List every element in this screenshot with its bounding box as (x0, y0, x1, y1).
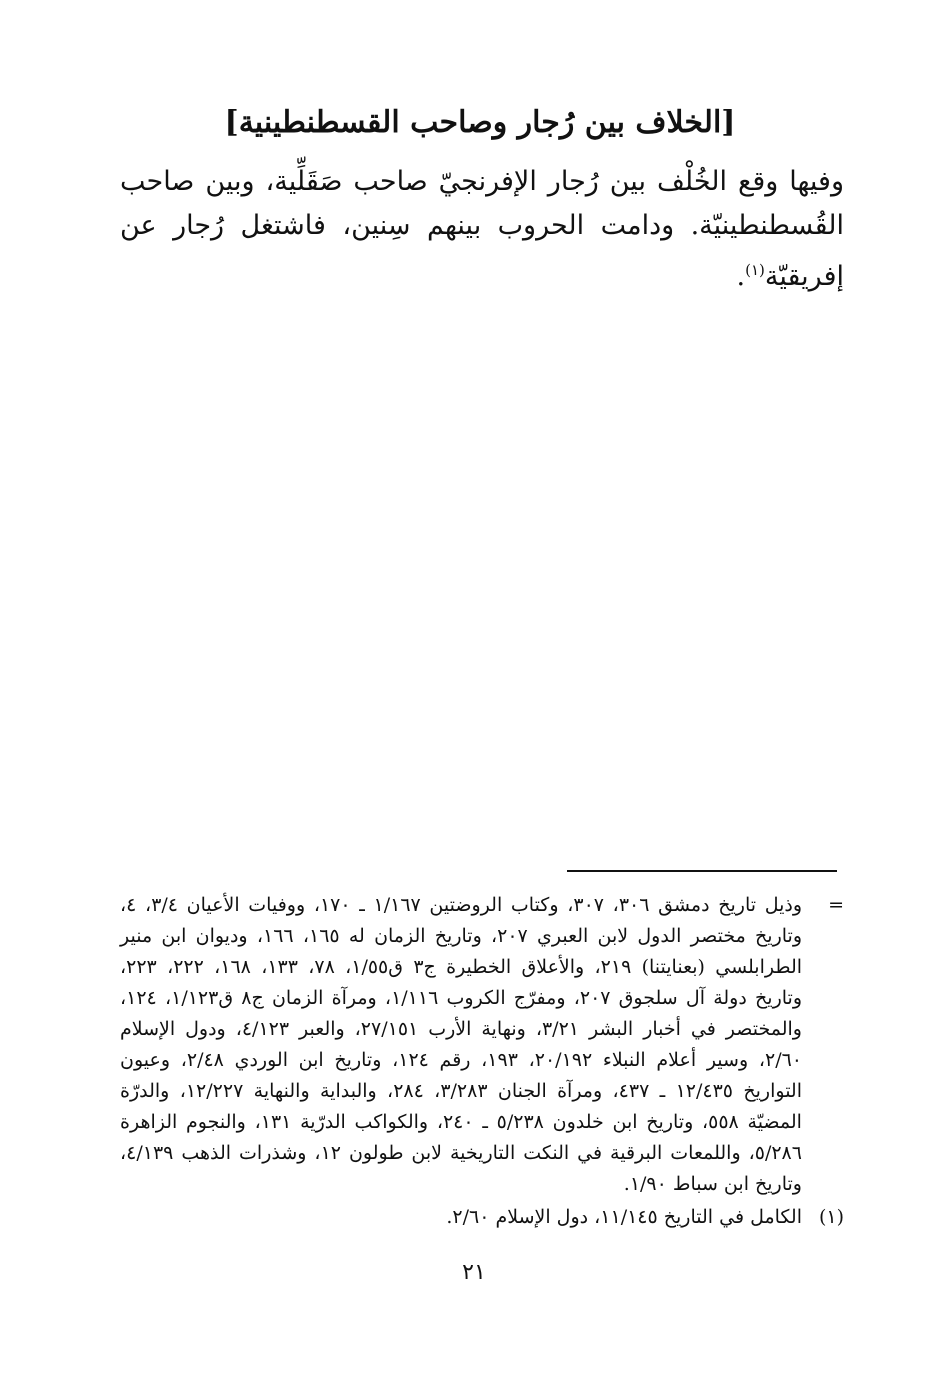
footnote-item (120, 890, 844, 1200)
footnote-marker: (١) (818, 1206, 844, 1228)
footnotes-section (120, 890, 844, 1233)
paragraph-end: . (736, 261, 746, 292)
section-heading: [الخلاف بين رُجار وصاحب القسطنطينية] (224, 105, 736, 140)
paragraph-text: وفيها وقع الخُلْف بين رُجار الإفرنجيّ صاحب صَقَلِّية، وبين صاحب القُسطنطينيّة. ودامت الحروب بينهم سِنين، فاشتغل رُجار عن إفريقيّة (120, 166, 844, 292)
footnote-reference: (١) (745, 261, 765, 279)
footnote-text: الكامل في التاريخ ١١/١٤٥، دول الإسلام ٢/٦٠. (446, 1206, 802, 1228)
footnote-text: وذيل تاريخ دمشق ٣٠٦، ٣٠٧، وكتاب الروضتين ١/١٦٧ ـ ١٧٠، ووفيات الأعيان ٣/٤، ٤، وتاريخ مختصر الدول لابن العبري ٢٠٧، وتاريخ الزمان له ١٦٥، ١٦٦، وديوان ابن منير الطرابلسي (بعنايتنا) ٢١٩، والأعلاق الخطيرة ج٣ ق١/٥٥، ٧٨، ١٣٣، ١٦٨، ٢٢٢، ٢٢٣، وتاريخ دولة آل سلجوق ٢٠٧، ومفرّج الكروب ١/١١٦، ومرآة الزمان ج٨ ق١/١٢٣، ١٢٤، والمختصر في أخبار البشر ٣/٢١، ونهاية الأرب ٢٧/١٥١، والعبر ٤/١٢٣، ودول الإسلام ٢/٦٠، وسير أعلام النبلاء ٢٠/١٩٢، ١٩٣، رقم ١٢٤، وتاريخ ابن الوردي ٢/٤٨، وعيون التواريخ ١٢/٤٣٥ ـ ٤٣٧، ومرآة الجنان ٣/٢٨٣، ٢٨٤، والبداية والنهاية ١٢/٢٢٧، والدرّة المضيّة ٥٥٨، وتاريخ ابن خلدون ٥/٢٣٨ ـ ٢٤٠، والكواكب الدرّية ١٣١، والنجوم الزاهرة ٥/٢٨٦، واللمعات البرقية في النكت التاريخية لابن طولون ١٢، وشذرات الذهب ٤/١٣٩، وتاريخ ابن سباط ١/٩٠. (120, 894, 803, 1195)
footnote-separator-line (567, 870, 837, 872)
page-number: ٢١ (462, 1260, 486, 1285)
footnote-item (120, 1202, 844, 1233)
footnote-marker: = (828, 894, 844, 916)
main-paragraph (120, 160, 844, 299)
